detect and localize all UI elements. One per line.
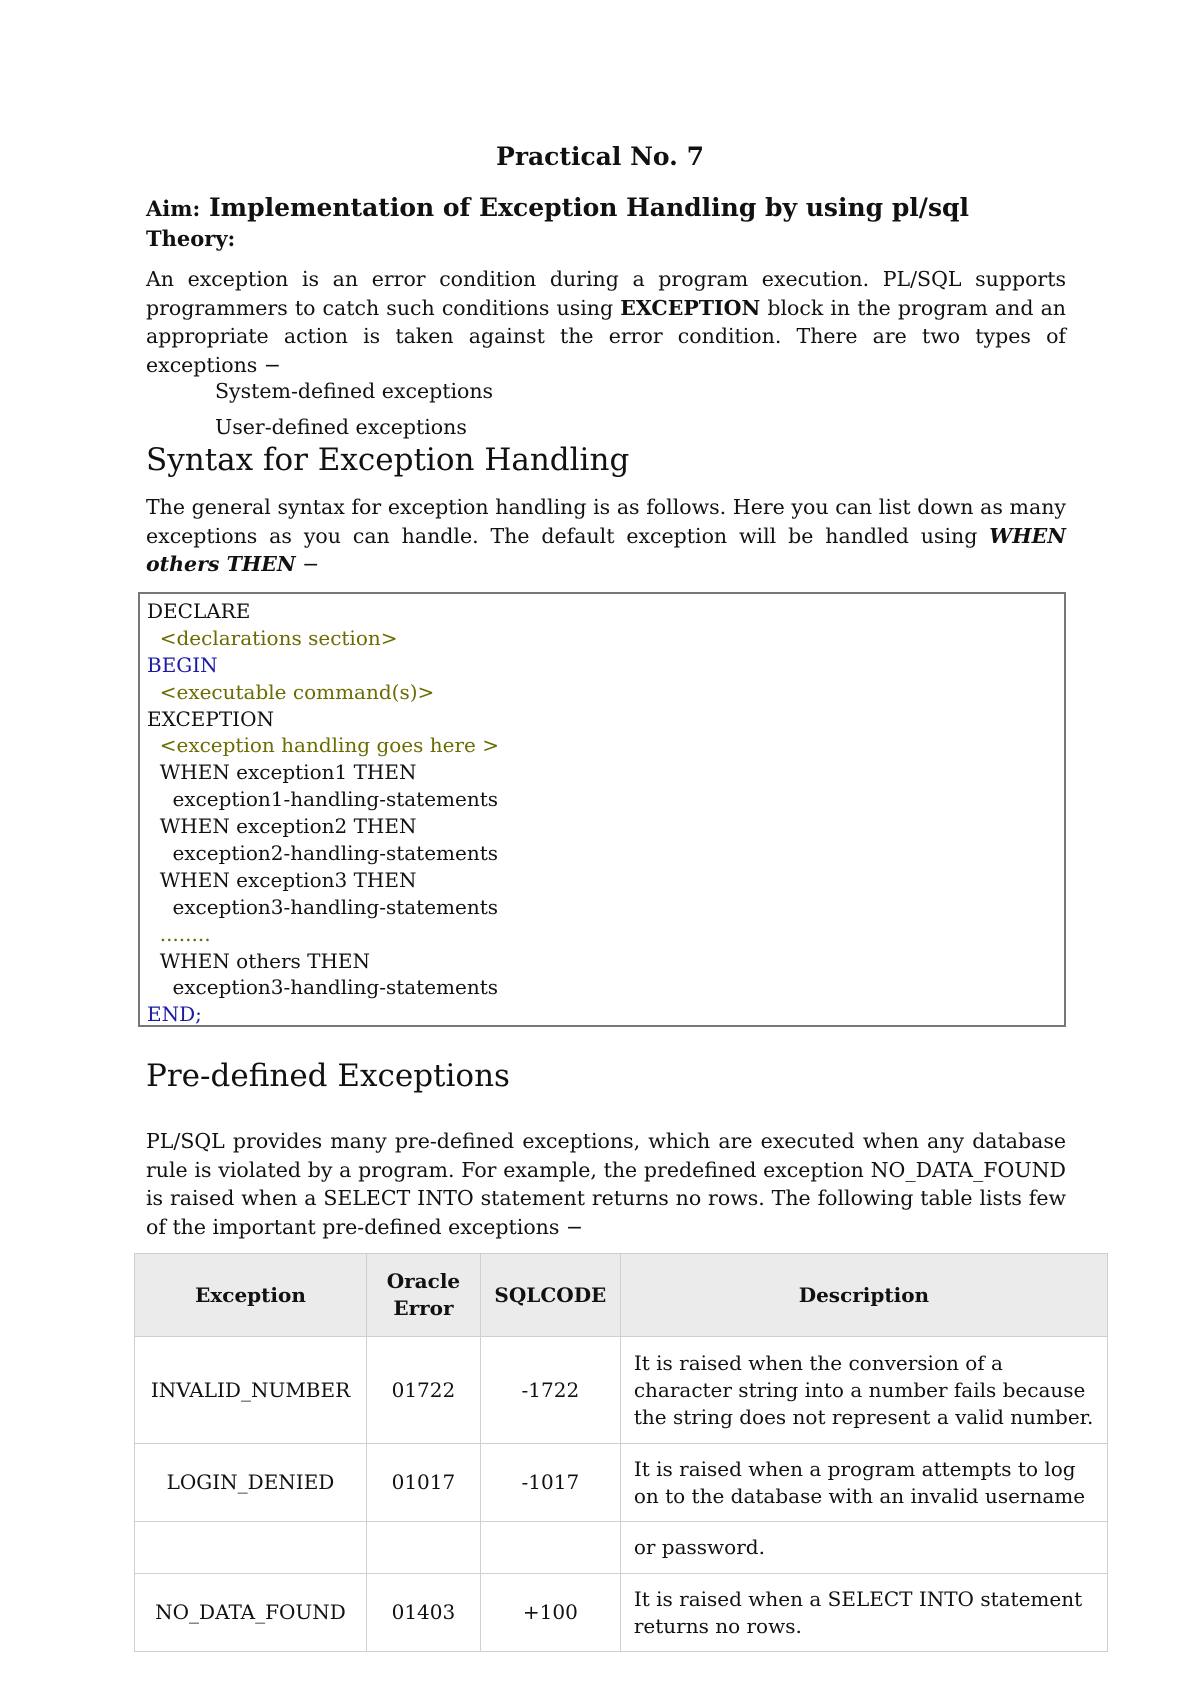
code-line: END;: [147, 1002, 202, 1027]
theory-heading: Theory:: [146, 226, 236, 251]
code-line: WHEN exception3 THEN: [159, 867, 417, 892]
exceptions-table: [134, 1253, 1108, 1652]
aim-label: Aim:: [146, 196, 201, 221]
table-cell: -1722: [480, 1337, 620, 1444]
table-cell: INVALID_NUMBER: [135, 1337, 367, 1444]
syntax-heading: Syntax for Exception Handling: [146, 442, 630, 478]
code-block: [138, 592, 1066, 1027]
syntax-bold-keyword: WHEN others THEN: [146, 523, 1066, 576]
table-cell: It is raised when a program attempts to log on to the database with an invalid username: [620, 1444, 1107, 1522]
table-cell: [135, 1522, 367, 1574]
aim-text: Implementation of Exception Handling by using pl/sql: [208, 193, 969, 222]
code-line: <declarations section>: [159, 625, 398, 650]
code-line: WHEN exception2 THEN: [159, 814, 417, 839]
table-cell: [480, 1522, 620, 1574]
code-line: EXCEPTION: [147, 706, 274, 731]
code-line: <executable command(s)>: [159, 679, 435, 704]
table-cell: 01017: [366, 1444, 480, 1522]
list-item: System-defined exceptions: [215, 379, 494, 403]
code-line: ........: [159, 921, 211, 946]
list-item: User-defined exceptions: [215, 415, 467, 439]
table-cell: It is raised when the conversion of a character string into a number fails because the string does not represent a valid number.: [620, 1337, 1107, 1444]
column-header: SQLCODE: [480, 1254, 620, 1337]
code-line: BEGIN: [147, 652, 218, 677]
exception-types-list: [215, 373, 493, 445]
code-line: exception3-handling-statements: [172, 894, 499, 919]
code-line: WHEN exception1 THEN: [159, 760, 417, 785]
syntax-text: The general syntax for exception handling is as follows. Here you can list down as many exceptions as you can handle. The default exception will be handled using: [146, 495, 1066, 548]
code-line: DECLARE: [147, 599, 251, 623]
theory-paragraph: [146, 265, 1066, 379]
column-header: Exception: [135, 1254, 367, 1337]
aim-line: [146, 193, 969, 222]
code-line: exception1-handling-statements: [172, 787, 499, 812]
theory-text: An exception is an error condition during a program execution. PL/SQL supports programmers to catch such conditions using: [146, 267, 1066, 320]
table-row: [135, 1574, 1108, 1652]
table-cell: -1017: [480, 1444, 620, 1522]
code-line: exception2-handling-statements: [172, 841, 499, 866]
page-title: Practical No. 7: [496, 142, 704, 171]
table-cell: or password.: [620, 1522, 1107, 1574]
table-cell: [366, 1522, 480, 1574]
theory-text: block in the program and an appropriate action is taken against the error condition. There are two types of exceptions −: [146, 295, 1066, 377]
predefined-heading: Pre-defined Exceptions: [146, 1058, 510, 1094]
syntax-paragraph: [146, 493, 1066, 579]
table-cell: 01722: [366, 1337, 480, 1444]
column-header: Oracle Error: [366, 1254, 480, 1337]
syntax-text: −: [295, 552, 320, 576]
table-cell: 01403: [366, 1574, 480, 1652]
code-line: exception3-handling-statements: [172, 975, 499, 1000]
predefined-paragraph: PL/SQL provides many pre-defined exceptions, which are executed when any database rule is violated by a program. For example, the predefined exception NO_DATA_FOUND is raised when a SELECT INTO statement returns no rows. The following table lists few of the important pre-defined exceptions −: [146, 1129, 1066, 1239]
code-line: <exception handling goes here >: [159, 733, 499, 758]
table-row: [135, 1522, 1108, 1574]
code-line: WHEN others THEN: [159, 948, 371, 973]
table-cell: It is raised when a SELECT INTO statement returns no rows.: [620, 1574, 1107, 1652]
theory-bold-keyword: EXCEPTION: [620, 295, 761, 320]
table-row: [135, 1337, 1108, 1444]
table-cell: +100: [480, 1574, 620, 1652]
column-header: Description: [620, 1254, 1107, 1337]
table-cell: LOGIN_DENIED: [135, 1444, 367, 1522]
table-cell: NO_DATA_FOUND: [135, 1574, 367, 1652]
table-header-row: [135, 1254, 1108, 1337]
table-row: [135, 1444, 1108, 1522]
